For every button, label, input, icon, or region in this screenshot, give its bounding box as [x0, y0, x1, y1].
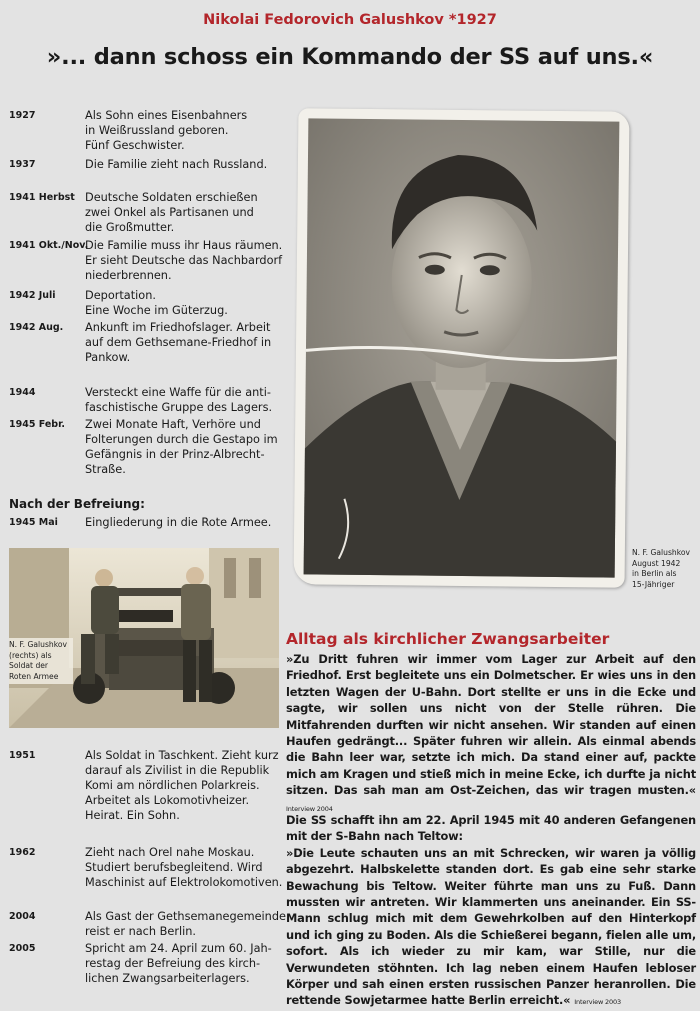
timeline-year: 2005 — [9, 943, 36, 954]
timeline-text: Die Familie muss ihr Haus räumen. Er sieht Deutsche das Nachbardorf niederbrennen. — [85, 239, 283, 282]
article-paragraph-2 — [286, 812, 696, 1011]
timeline-year: 1941 Herbst — [9, 192, 75, 203]
timeline-text: Zwei Monate Haft, Verhöre und Folterungen durch die Gestapo im Gefängnis in der Prinz-Albrecht- Straße. — [85, 418, 278, 476]
timeline-text: Eingliederung in die Rote Armee. — [85, 516, 272, 529]
timeline-year: 2004 — [9, 911, 36, 922]
timeline-year: 1942 Juli — [9, 290, 56, 301]
timeline-year: 1944 — [9, 387, 36, 398]
timeline-text: Deutsche Soldaten erschießen zwei Onkel als Partisanen und die Großmutter. — [85, 191, 258, 234]
after-liberation-heading: Nach der Befreiung: — [9, 497, 145, 511]
timeline-year: 1951 — [9, 750, 36, 761]
quote-source: Interview 2003 — [574, 998, 621, 1007]
paragraph-intro: Die SS schafft ihn am 22. April 1945 mit 40 anderen Gefangenen mit der S-Bahn nach Teltow: — [286, 813, 696, 844]
timeline-text: Deportation. Eine Woche im Güterzug. — [85, 289, 228, 317]
page-subtitle: Nikolai Fedorovich Galushkov *1927 — [203, 12, 497, 28]
timeline-text: Als Gast der Gethsemanegemeinde reist er nach Berlin. — [85, 910, 286, 938]
portrait-caption: N. F. Galushkov August 1942 in Berlin als 15-Jähriger — [632, 548, 690, 589]
timeline-year: 1937 — [9, 159, 36, 170]
timeline-year: 1927 — [9, 110, 36, 121]
timeline-text: Als Sohn eines Eisenbahners in Weißrussland geboren. Fünf Geschwister. — [85, 109, 248, 152]
timeline-year: 1941 Okt./Nov. — [9, 240, 89, 251]
quote-text: »Zu Dritt fuhren wir immer vom Lager zur Arbeit auf den Friedhof. Erst begleitete uns ein Dolmetscher. Er wies uns in den letzten Wagen der U-Bahn. Dort stellte er uns in die Ecke und sagte, wir sollen uns nicht von der Stelle rühren. Die Mitfahrenden durften wir nicht ansehen. Wir standen auf einen Haufen gedrängt... Später fuhren wir allein. Als einmal abends die Bahn leer war, setzte ich mich. Da stand einer auf, packte mich am Kragen und stieß mich in meine Ecke, ich durfte ja nicht sitzen. Das sah man am Ost-Zeichen, das wir tragen musten.« — [286, 652, 696, 798]
portrait-photo — [294, 108, 630, 587]
portrait-image — [304, 118, 620, 577]
article-paragraph-1 — [286, 651, 696, 817]
soldier-photo-caption: N. F. Galushkov (rechts) als Soldat der Roten Armee — [9, 638, 73, 684]
timeline-year: 1962 — [9, 847, 36, 858]
timeline-year: 1942 Aug. — [9, 322, 64, 333]
quote-source: Interview 2004 — [286, 804, 333, 813]
page-title: »... dann schoss ein Kommando der SS auf uns.« — [46, 44, 654, 70]
timeline-year: 1945 Febr. — [9, 419, 66, 430]
timeline-text: Ankunft im Friedhofslager. Arbeit auf dem Gethsemane-Friedhof in Pankow. — [85, 321, 272, 364]
timeline-text: Versteckt eine Waffe für die anti- faschistische Gruppe des Lagers. — [85, 386, 273, 414]
timeline-text: Zieht nach Orel nahe Moskau. Studiert berufsbegleitend. Wird Maschinist auf Elektrolokomotiven. — [85, 846, 283, 889]
timeline-year: 1945 Mai — [9, 517, 58, 528]
timeline-text: Spricht am 24. April zum 60. Jah- restag der Befreiung des kirch- lichen Zwangsarbeiterlagers. — [85, 942, 272, 985]
timeline-text: Als Soldat in Taschkent. Zieht kurz darauf als Zivilist in die Republik Komi am nördlichen Polarkreis. Arbeitet als Lokomotivheizer. Heirat. Ein Sohn. — [85, 749, 279, 822]
timeline-text: Die Familie zieht nach Russland. — [85, 158, 268, 171]
quote-text: »Die Leute schauten uns an mit Schrecken, wir waren ja völlig abgezehrt. Halbskelette standen dort. Es gab eine sehr starke Bewachung bis Teltow. Weiter führte man uns zu Fuß. Dann mussten wir antreten. Wir klammerten uns aneinander. Ein SS-Mann schlug mich mit dem Gewehrkolben auf den Hinterkopf und ich ging zu Boden. Als die Schießerei begann, fielen alle um, sofort. Als ich wieder zu mir kam, war Stille, nur die Verwundeten stöhnten. Ich lag neben einem Haufen lebloser Körper und sah einen ersten russischen Panzer heranrollen. Die rettende Sowjetarmee hatte Berlin erreicht.« — [286, 845, 696, 1008]
soldier-photo — [9, 548, 279, 728]
article-heading: Alltag als kirchlicher Zwangsarbeiter — [286, 630, 610, 648]
